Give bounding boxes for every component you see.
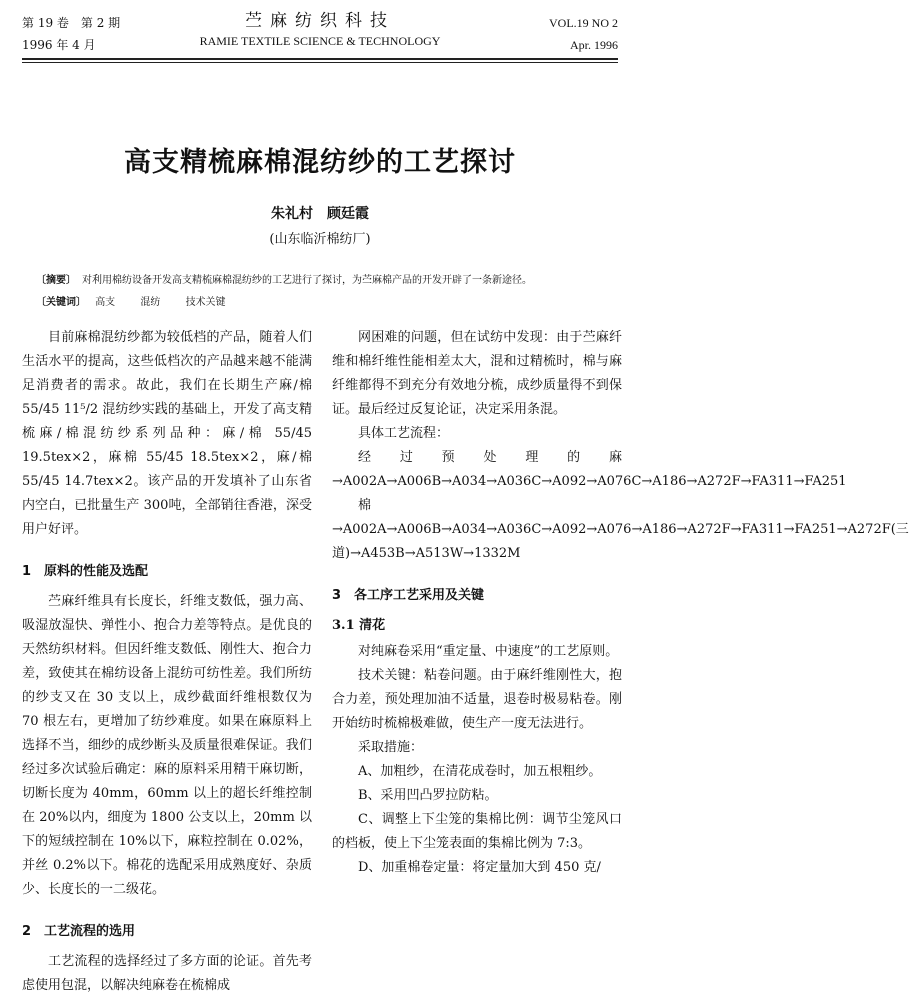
journal-name [22, 10, 618, 50]
keyword: 混纺 [140, 297, 161, 308]
date-cn: 1996 年 4 月 [22, 38, 96, 52]
header-rule [22, 58, 618, 60]
keywords-label: 〔关键词〕 [36, 297, 86, 308]
running-header [22, 6, 618, 54]
abstract-text: 对利用棉纺设备开发高支精梳麻棉混纺纱的工艺进行了探讨，为苎麻棉产品的开发开辟了一条新途径。 [82, 275, 532, 286]
technical-key: 技术关键：粘卷问题。由于麻纤维刚性大，抱合力差，预处理加油不适量，退卷时极易粘卷。刚开始纺时梳棉极难做，使生产一度无法进行。 [332, 668, 622, 731]
journal-name-cn: 苎麻纺织科技 [245, 11, 395, 31]
paragraph-continued: 网困难的问题，但在试纺中发现：由于苎麻纤维和棉纤维性能相差太大，混和过精梳时，棉与麻纤维都得不到充分有效地分梳，成纱质量得不到保证。最后经过反复论证，决定采用条混。 [332, 330, 622, 417]
section-paragraph: 工艺流程的选择经过了多方面的论证。首先考虑使用包混，以解决纯麻卷在梳棉成 [22, 954, 312, 993]
abstract [36, 270, 604, 292]
header-rule-thin [22, 62, 618, 63]
volume-cn: 第 19 卷 第 2 期 [22, 16, 121, 30]
volume-en: VOL.19 NO 2 [549, 16, 618, 30]
process-flow-cotton: 棉→A002A→A006B→A034→A036C→A092→A076→A186→A272F→FA311→FA251→A272F(三道)→A453B→A513W→1332M [332, 498, 909, 561]
measure-item: C、调整上下尘笼的集棉比例：调节尘笼风口的档板，使上下尘笼表面的集棉比例为 7:3。 [332, 812, 622, 851]
section-paragraph: 苎麻纤维具有长度长，纤维支数低，强力高、吸湿放湿快、弹性小、抱合力差等特点。是优良的天然纺织材料。但因纤维支数低、刚性大、抱合力差，致使其在棉纺设备上混纺可纺性差。我们所纺的纱支又在 30 支以上，成纱截面纤维根数仅为 70 根左右，更增加了纺纱难度。如果在麻原料上选择不当，细纱的成纱断头及质量很难保证。我们经过多次试验后确定：麻的原料采用精干麻切断，切断长度为 40mm，60mm 以上的超长纤维控制在 20%以内，细度为 1800 公支以上，20mm 以下的短绒控制在 10%以下，麻粒控制在 0.02%，并丝 0.2%以下。棉花的选配采用成熟度好、杂质少、长度长的一二级花。 [22, 594, 312, 897]
left-column [22, 326, 312, 998]
authors: 朱礼村 顾廷霞 [271, 206, 369, 222]
measure-item: A、加粗纱，在清花成卷时，加五根粗纱。 [358, 764, 602, 779]
subsection-heading: 3.1 清花 [332, 618, 386, 633]
section-heading: 1 原料的性能及选配 [22, 564, 149, 579]
section-heading: 2 工艺流程的选用 [22, 924, 136, 939]
keyword: 技术关键 [185, 297, 226, 308]
article-title: 高支精梳麻棉混纺纱的工艺探讨 [124, 147, 516, 178]
journal-name-en: RAMIE TEXTILE SCIENCE & TECHNOLOGY [199, 34, 441, 48]
date-en: Apr. 1996 [570, 38, 618, 52]
section-paragraph: 对纯麻卷采用“重定量、中速度”的工艺原则。 [358, 644, 619, 659]
measure-item: D、加重棉卷定量：将定量加大到 450 克/ [358, 860, 601, 875]
affiliation: (山东临沂棉纺厂) [269, 232, 371, 247]
process-flow-ramie: 经过预处理的麻→A002A→A006B→A034→A036C→A092→A076C→A186→A272F→FA311→FA251 [332, 450, 847, 489]
abstract-label: 〔摘要〕 [36, 275, 76, 286]
keyword: 高支 [95, 297, 116, 308]
right-column [332, 326, 909, 880]
intro-paragraph: 目前麻棉混纺纱都为较低档的产品，随着人们生活水平的提高，这些低档次的产品越来越不能满足消费者的需求。故此，我们在长期生产麻/棉 55/45 11⁵/2 混纺纱实践的基础上，开发了高支精梳麻/棉混纺纱系列品种：麻/棉 55/45 19.5tex×2，麻棉 55/45 18.5tex×2，麻/棉 55/45 14.7tex×2。该产品的开发填补了山东省内空白，已批量生产 300吨，全部销往香港，深受用户好评。 [22, 330, 312, 537]
header-right [549, 12, 618, 56]
measures-heading: 采取措施： [358, 740, 424, 755]
keywords [36, 292, 604, 314]
section-heading: 3 各工序工艺采用及关键 [332, 588, 485, 603]
measure-item: B、采用凹凸罗拉防粘。 [358, 788, 498, 803]
flow-heading: 具体工艺流程： [358, 426, 450, 441]
abstract-block [36, 270, 604, 314]
